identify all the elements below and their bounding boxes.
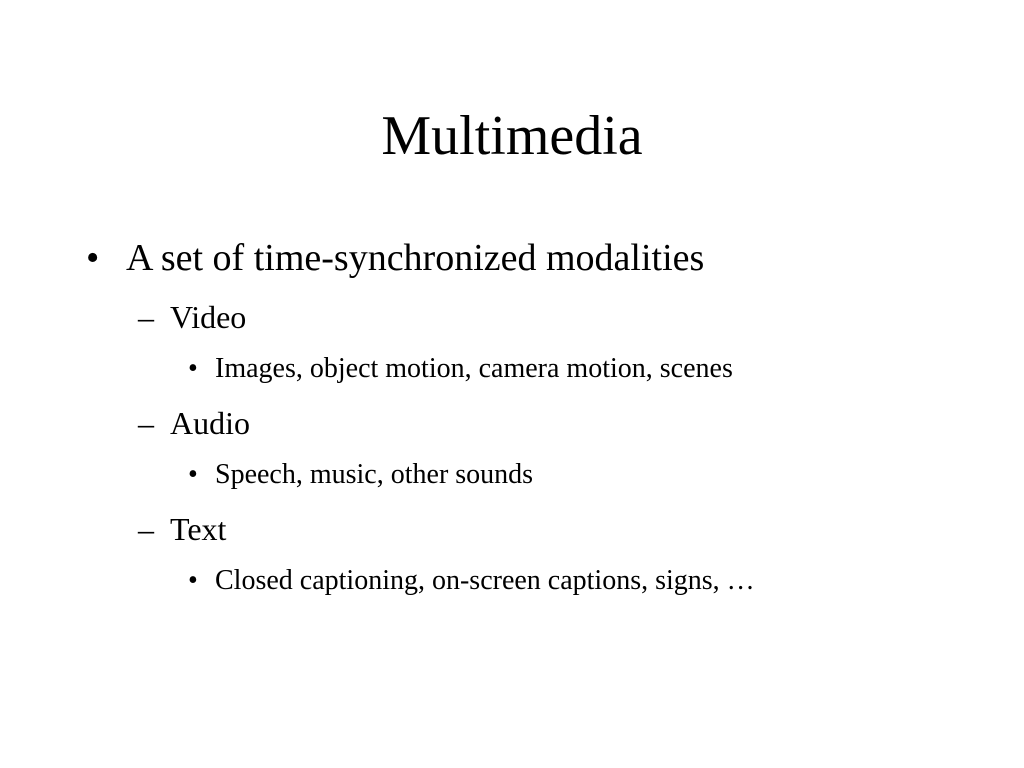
bullet-dot-icon: • [188, 459, 198, 490]
dash-icon: – [138, 299, 154, 335]
bullet-main-text: A set of time-synchronized modalities [126, 237, 705, 279]
detail-audio-text: Speech, music, other sounds [215, 459, 534, 490]
subbullet-video-text: Video [170, 299, 247, 335]
bullet-dot-icon: • [188, 565, 198, 596]
dash-icon: – [138, 405, 154, 441]
subbullet-audio-text: Audio [170, 405, 250, 441]
detail-text-text: Closed captioning, on-screen captions, signs, … [215, 565, 755, 596]
dash-icon: – [138, 511, 154, 547]
detail-video-text: Images, object motion, camera motion, scenes [215, 353, 733, 384]
slide-title: Multimedia [381, 105, 643, 167]
bullet-dot-icon: • [188, 353, 198, 384]
bullet-dot-icon: • [86, 237, 100, 279]
subbullet-text-text: Text [170, 511, 227, 547]
